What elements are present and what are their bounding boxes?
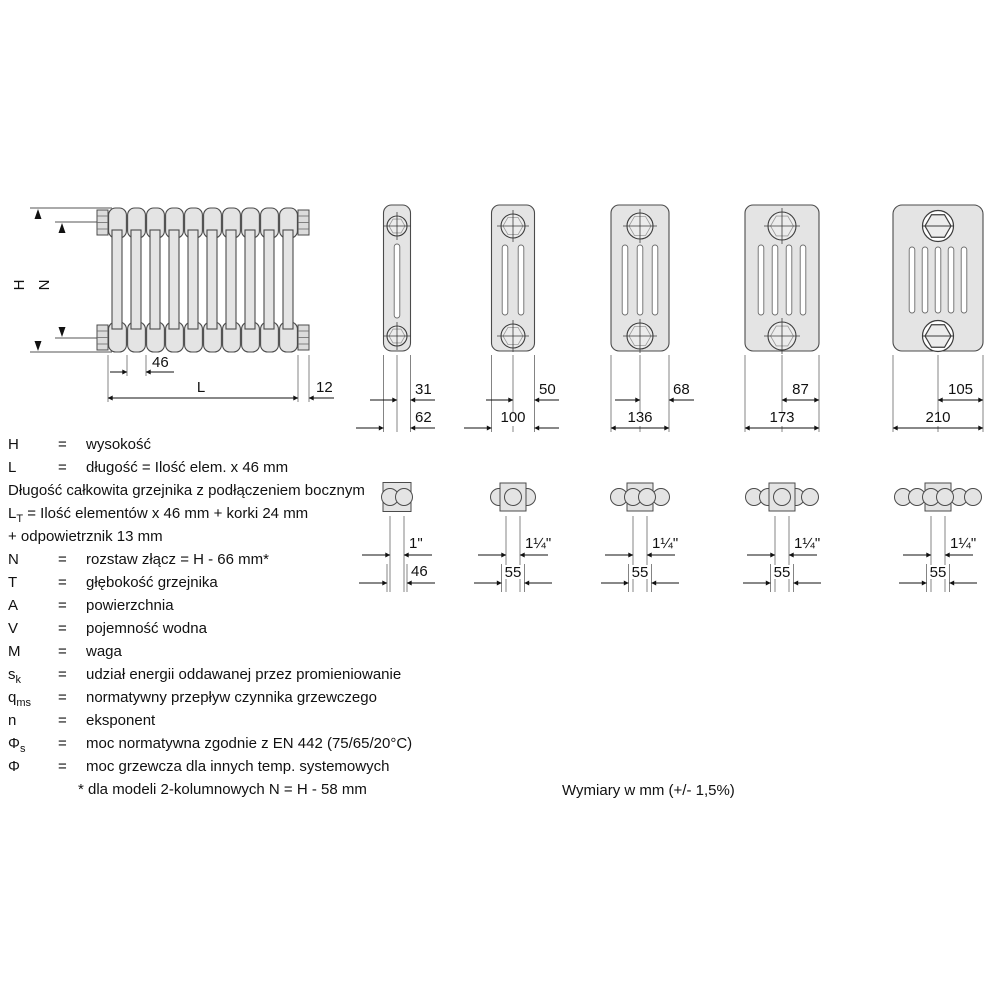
legend-symbol: Φ (8, 758, 20, 775)
equals-sign: = (58, 712, 67, 729)
symbol-legend (8, 433, 548, 801)
equals-sign: = (58, 666, 67, 683)
section-pitch-label: 55 (504, 564, 522, 581)
legend-text: * dla modeli 2-kolumnowych N = H - 58 mm (78, 781, 367, 798)
legend-text: pojemność wodna (86, 620, 207, 637)
equals-sign: = (58, 574, 67, 591)
radiator-sections (109, 208, 298, 352)
equals-sign: = (58, 597, 67, 614)
equals-sign: = (58, 689, 67, 706)
equals-sign: = (58, 436, 67, 453)
front-extension-lines (108, 355, 309, 402)
legend-row-phi-s (8, 732, 548, 755)
legend-row-LT (8, 502, 548, 525)
legend-text: eksponent (86, 712, 156, 729)
legend-text: udział energii oddawanej przez promieniowanie (86, 666, 402, 683)
dim-H-label: H (11, 279, 28, 291)
legend-row-air-vent (8, 525, 548, 548)
profile-full-depth-label: 210 (925, 409, 951, 426)
top-view-5col (717, 472, 847, 602)
legend-row-N (8, 548, 548, 571)
legend-row-M (8, 640, 548, 663)
profile-full-depth-label: 100 (500, 409, 526, 426)
legend-footnote (8, 778, 548, 801)
section-pitch-label: 46 (411, 563, 428, 580)
profile-view-3col (448, 200, 578, 445)
legend-row-T (8, 571, 548, 594)
legend-row-n (8, 709, 548, 732)
profile-half-depth-label: 105 (947, 381, 974, 398)
legend-symbol: L (8, 459, 17, 476)
legend-symbol: $s_k$ (8, 666, 21, 686)
legend-symbol: n (8, 712, 17, 729)
dimensions-tolerance-note: Wymiary w mm (+/- 1,5%) (562, 782, 735, 799)
legend-row-L (8, 456, 548, 479)
profile-half-depth-label: 87 (792, 381, 809, 398)
profile-full-depth-label: 136 (627, 409, 653, 426)
legend-row-phi (8, 755, 548, 778)
dim-12-label: 12 (316, 379, 333, 396)
legend-text: rozstaw złącz = H - 66 mm* (86, 551, 269, 568)
section-pitch-label: 55 (773, 564, 791, 581)
legend-row-V (8, 617, 548, 640)
legend-symbol: H (8, 436, 19, 453)
profile-full-depth-label: 173 (769, 409, 795, 426)
legend-symbol: T (8, 574, 18, 591)
legend-text: głębokość grzejnika (86, 574, 218, 591)
dim-L-label: L (196, 379, 206, 396)
legend-text: wysokość (86, 436, 152, 453)
legend-symbol: M (8, 643, 21, 660)
equals-sign: = (58, 643, 67, 660)
connection-size-label: 1" (409, 535, 423, 552)
legend-symbol: $L_T$ (8, 505, 24, 525)
connection-size-label: 1¼" (525, 535, 552, 552)
legend-symbol: A (8, 597, 19, 614)
connection-size-label: 1¼" (652, 535, 679, 552)
legend-symbol: N (8, 551, 19, 568)
equals-sign: = (58, 620, 67, 637)
profile-half-depth-label: 31 (415, 381, 432, 398)
dim-N-label: N (36, 279, 53, 291)
top-view-4col (575, 472, 705, 602)
connection-size-label: 1¼" (950, 535, 977, 552)
top-view-6col (873, 472, 1000, 602)
radiator-front-view (0, 190, 360, 445)
legend-text: moc normatywna zgodnie z EN 442 (75/65/20°C) (86, 735, 413, 752)
air-slots (622, 245, 658, 315)
profile-view-6col (873, 200, 1000, 445)
legend-text: długość = Ilość elem. x 46 mm (86, 459, 289, 476)
legend-row-total-length (8, 479, 548, 502)
legend-text: waga (86, 643, 122, 660)
legend-text: + odpowietrznik 13 mm (8, 528, 163, 545)
legend-text: normatywny przepływ czynnika grzewczego (86, 689, 377, 706)
profile-full-depth-label: 62 (415, 409, 432, 426)
legend-row-qms (8, 686, 548, 709)
equals-sign: = (58, 459, 67, 476)
profile-view-4col (575, 200, 705, 445)
profile-half-depth-label: 68 (673, 381, 690, 398)
legend-row-A (8, 594, 548, 617)
legend-text: powierzchnia (86, 597, 174, 614)
connection-size-label: 1¼" (794, 535, 821, 552)
legend-row-H (8, 433, 548, 456)
section-pitch-label: 55 (631, 564, 649, 581)
profile-view-2col (332, 200, 462, 445)
air-slot (394, 244, 400, 318)
section-pitch-label: 55 (929, 564, 947, 581)
legend-text: moc grzewcza dla innych temp. systemowych (86, 758, 390, 775)
legend-text: = Ilość elementów x 46 mm + korki 24 mm (27, 505, 309, 522)
dim-46-label: 46 (152, 354, 169, 371)
legend-row-sk (8, 663, 548, 686)
legend-symbol: $\Phi_s$ (8, 735, 26, 755)
legend-text: Długość całkowita grzejnika z podłączeniem bocznym (8, 482, 365, 499)
equals-sign: = (58, 551, 67, 568)
equals-sign: = (58, 758, 67, 775)
legend-symbol: V (8, 620, 19, 637)
equals-sign: = (58, 735, 67, 752)
legend-symbol: $q_{ms}$ (8, 689, 32, 709)
profile-view-5col (717, 200, 847, 445)
profile-half-depth-label: 50 (539, 381, 556, 398)
